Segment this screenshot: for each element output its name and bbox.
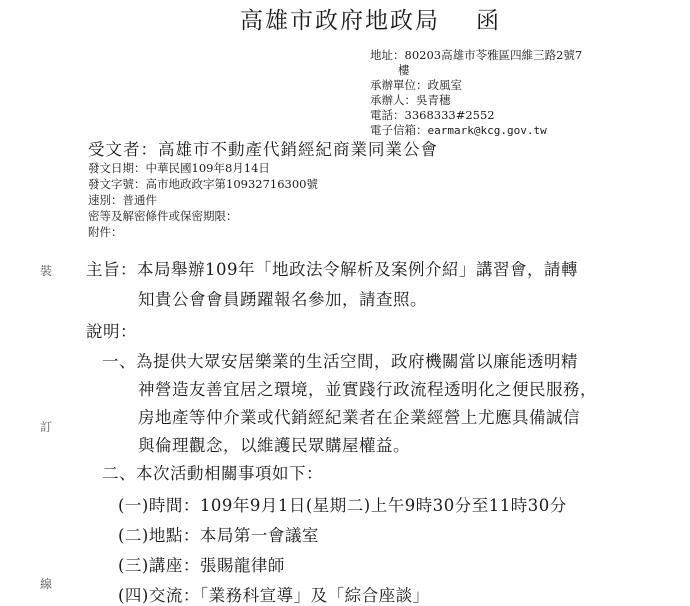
phone-line xyxy=(370,108,582,123)
recipient-label: 受文者： xyxy=(88,140,158,159)
issue-number-line xyxy=(88,176,318,192)
speed-line xyxy=(88,192,318,208)
document-type: 函 xyxy=(476,8,501,34)
letter-title xyxy=(240,2,501,35)
subject-text-1: 本局舉辦109年「地政法令解析及案例介紹」講習會，請轉 xyxy=(137,260,578,279)
item-1-line-3: 房地產等仲介業或代銷經紀業者在企業經營上尤應具備誠信 xyxy=(138,408,580,427)
agency-name: 高雄市政府地政局 xyxy=(240,8,440,34)
unit-value: 政風室 xyxy=(427,78,462,92)
phone-value: 3368333#2552 xyxy=(404,108,495,122)
unit-label: 承辦單位： xyxy=(370,78,428,92)
speed-value: 普通件 xyxy=(122,193,157,207)
secrecy-line: 密等及解密條件或保密期限： xyxy=(88,209,238,223)
item-1-line-2: 神營造友善宜居之環境，並實踐行政流程透明化之便民服務， xyxy=(138,380,597,399)
handler-value: 吳青穗 xyxy=(416,93,451,107)
item-1-line-1: 一、為提供大眾安居樂業的生活空間，政府機關當以廉能透明精 xyxy=(102,352,578,371)
binding-mark-top: 裝 xyxy=(40,264,53,278)
document-meta xyxy=(88,160,318,240)
issue-date-line xyxy=(88,160,318,176)
binding-mark-middle: 訂 xyxy=(40,420,53,434)
subject-line-2: 知貴公會會員踴躍報名參加，請查照。 xyxy=(138,290,427,309)
contact-block xyxy=(370,48,582,138)
address-value: 80203高雄市苓雅區四維三路2號7 xyxy=(404,48,583,62)
subject-label: 主旨： xyxy=(86,260,137,279)
sub-item-exchange: (四)交流：「業務科宣導」及「綜合座談」 xyxy=(118,586,430,605)
sub-item-location: (二)地點：本局第一會議室 xyxy=(118,526,319,545)
item-2: 二、本次活動相關事項如下： xyxy=(102,464,323,483)
explanation-label: 說明： xyxy=(86,322,137,341)
phone-label: 電話： xyxy=(370,108,405,122)
sub-item-speaker: (三)講座：張賜龍律師 xyxy=(118,556,285,575)
issue-number-value: 高市地政政字第10932716300號 xyxy=(145,177,318,191)
issue-date-label: 發文日期： xyxy=(88,161,146,175)
address-continuation: 樓 xyxy=(398,63,410,77)
recipient-line xyxy=(88,136,438,160)
handler-line xyxy=(370,93,582,108)
speed-label: 速別： xyxy=(88,193,123,207)
issue-number-label: 發文字號： xyxy=(88,177,146,191)
handler-label: 承辦人： xyxy=(370,93,416,107)
address-label: 地址： xyxy=(370,48,405,62)
subject-line-1 xyxy=(86,256,578,280)
item-1-line-4: 與倫理觀念，以維護民眾購屋權益。 xyxy=(138,436,410,455)
email-label: 電子信箱： xyxy=(370,123,428,137)
attachment-line: 附件： xyxy=(88,225,123,239)
recipient-value: 高雄市不動產代銷經紀商業同業公會 xyxy=(158,140,438,159)
sub-item-time: (一)時間：109年9月1日(星期二)上午9時30分至11時30分 xyxy=(118,496,567,515)
issue-date-value: 中華民國109年8月14日 xyxy=(145,161,270,175)
binding-mark-bottom: 線 xyxy=(40,577,53,591)
address-line xyxy=(370,48,582,63)
handling-unit-line xyxy=(370,78,582,93)
email-value: earmark@kcg.gov.tw xyxy=(427,124,547,137)
